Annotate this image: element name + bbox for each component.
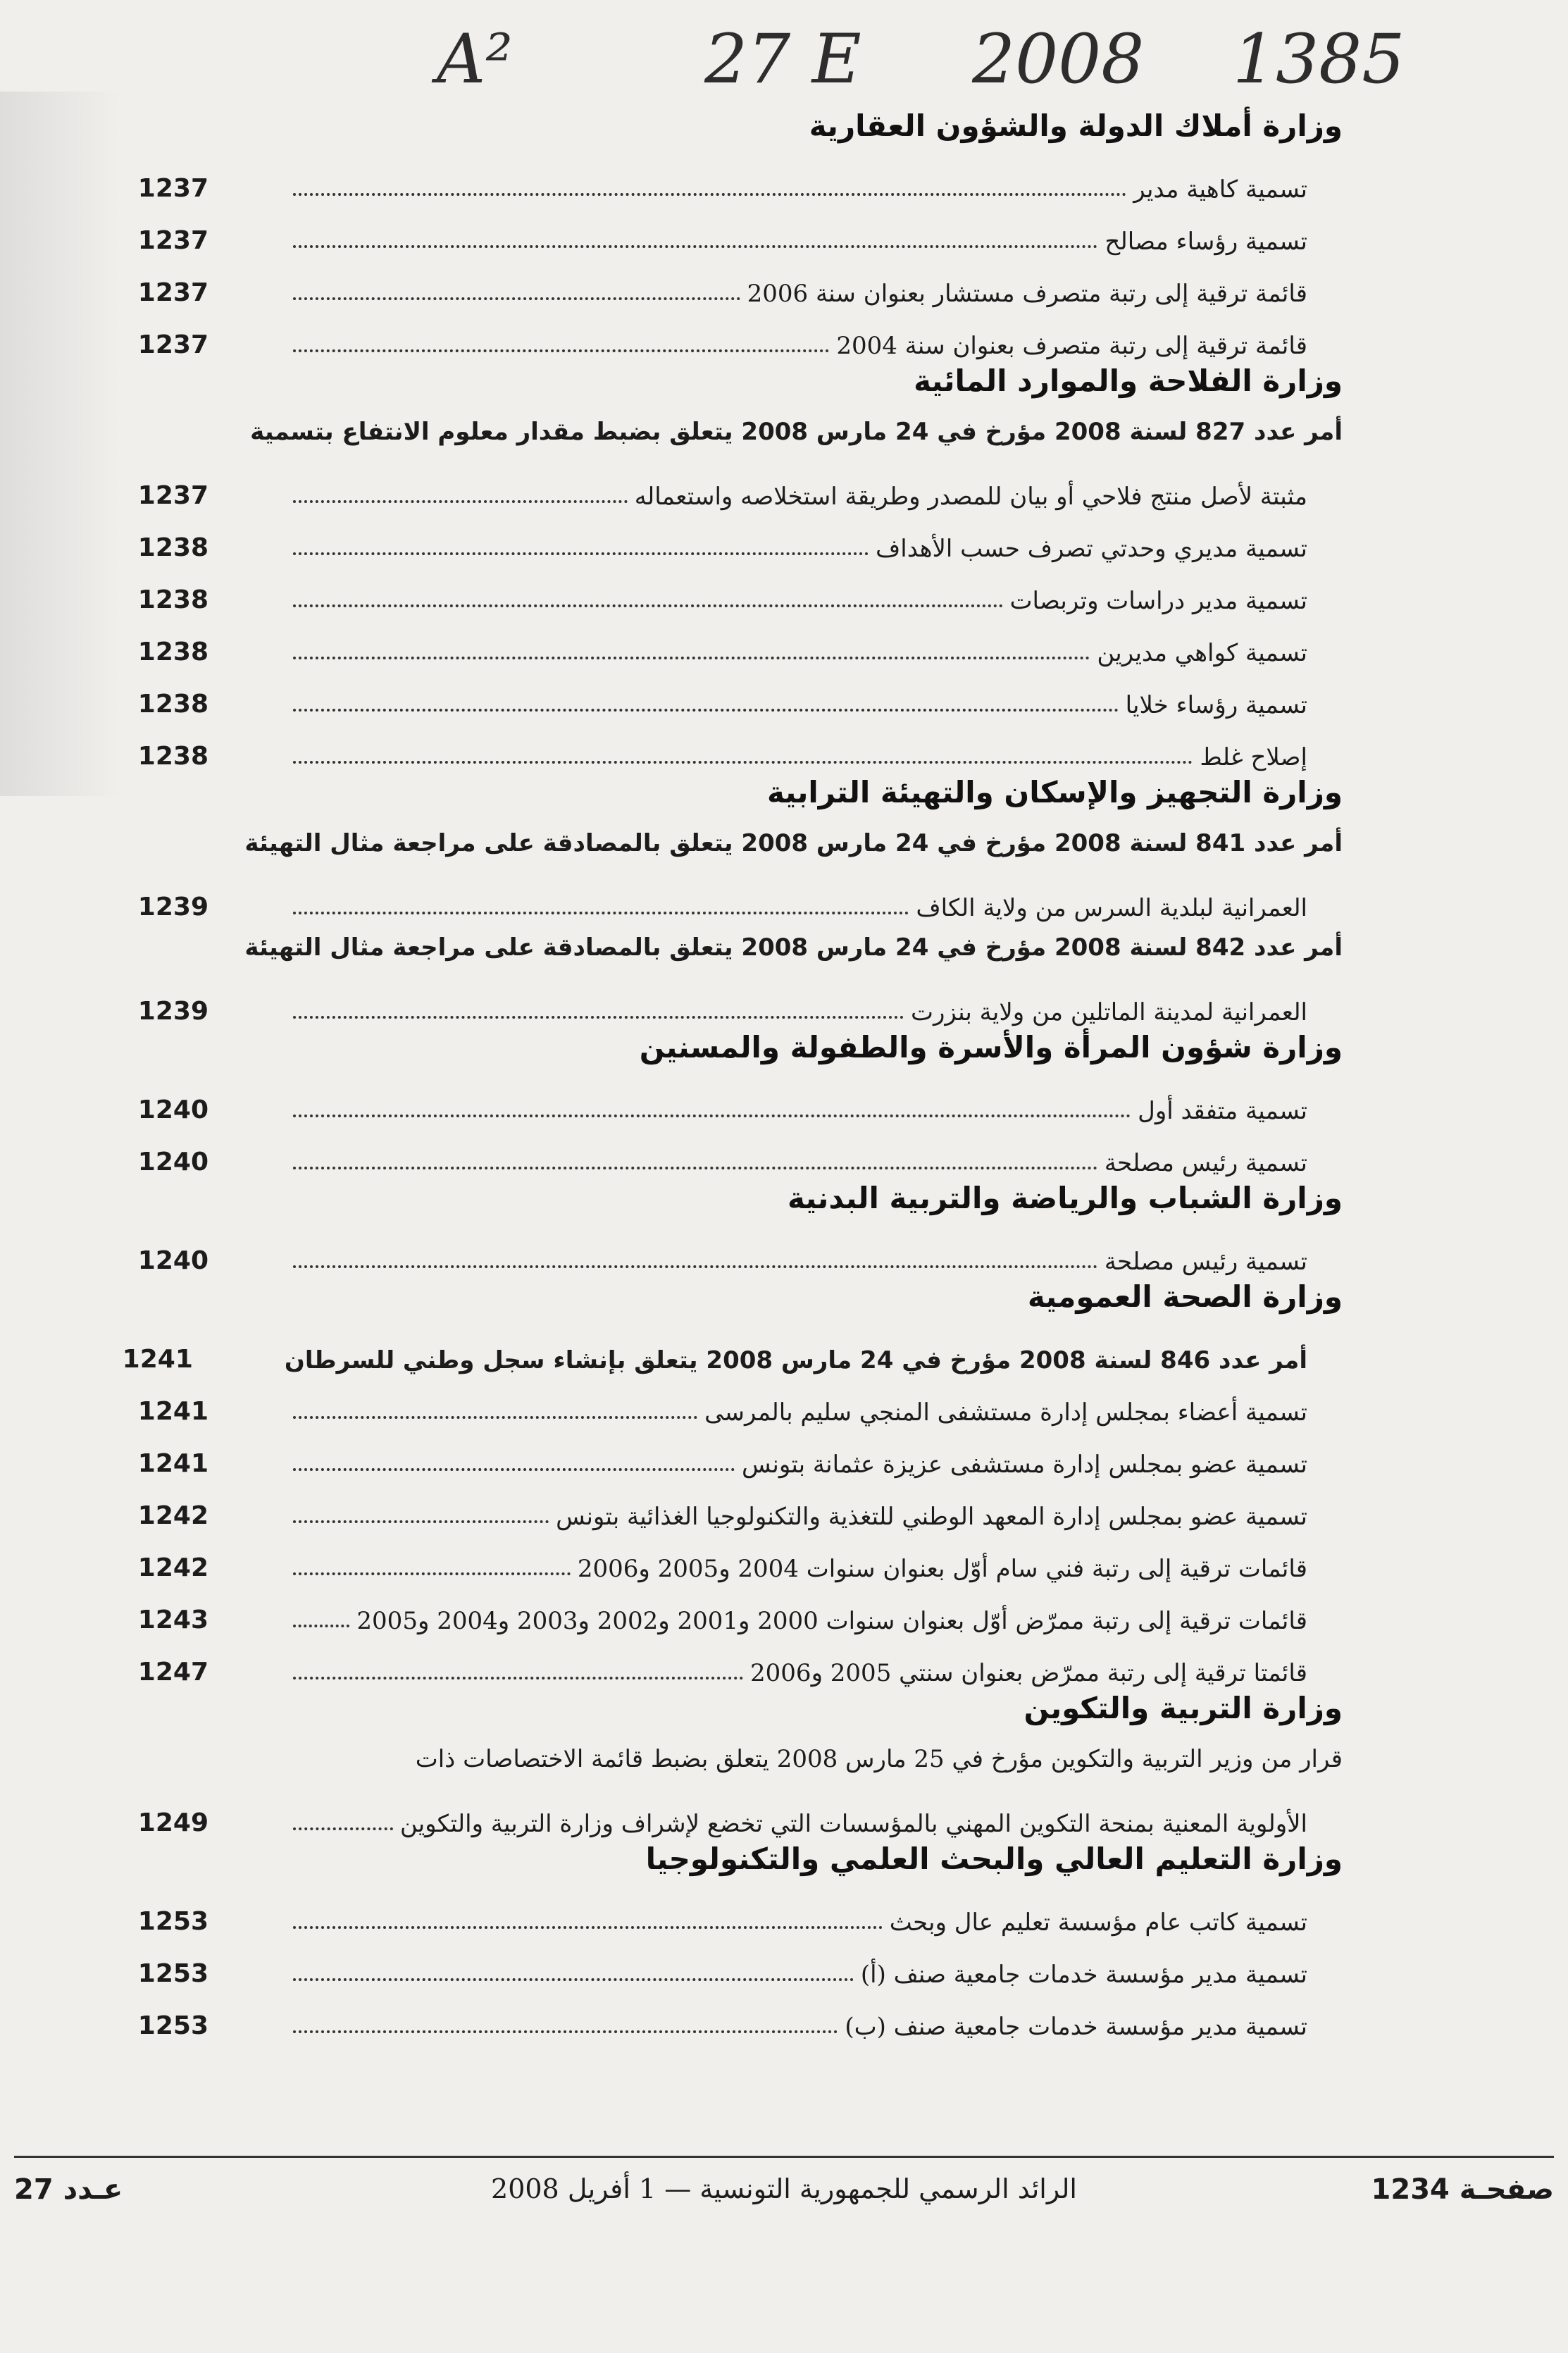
handwritten-number: 1385 (1233, 20, 1405, 99)
entry-page: 1237 (137, 481, 209, 511)
entry-page: 1253 (137, 1959, 209, 1989)
footer-issue-number: عـدد 27 (14, 2173, 123, 2206)
entry-page: 1242 (137, 1501, 209, 1531)
entry-text: تسمية رؤساء مصالح (1105, 227, 1307, 256)
leader-dots (293, 1265, 1097, 1268)
section-title: وزارة التربية والتكوين (1023, 1691, 1343, 1725)
entry-page: 1241 (137, 1397, 209, 1427)
handwritten-year: 2008 (972, 20, 1145, 99)
leader-dots (293, 1166, 1097, 1169)
entry-text: تسمية رؤساء خلايا (1125, 690, 1307, 719)
entry-page: 1240 (137, 1148, 209, 1177)
leader-dots (293, 1978, 854, 1981)
leader-dots (293, 552, 869, 555)
toc-entry[interactable] (137, 562, 1343, 615)
decree-heading: قرار من وزير التربية والتكوين مؤرخ في 25 مارس 2008 يتعلق بضبط قائمة الاختصاصات ذات (415, 1745, 1343, 1773)
toc-entry[interactable] (137, 1634, 1343, 1687)
entry-text: تسمية عضو بمجلس إدارة المعهد الوطني للتغذية والتكنولوجيا الغذائية بتونس (556, 1502, 1307, 1531)
entry-page: 1237 (137, 174, 209, 204)
entry-text: تسمية متفقد أول (1138, 1096, 1307, 1125)
toc-entry[interactable] (137, 1884, 1343, 1937)
entry-text: قائمة ترقية إلى رتبة متصرف مستشار بعنوان سنة 2006 (747, 279, 1307, 308)
entry-page: 1253 (137, 2011, 209, 2041)
footer-journal-title: الرائد الرسمي للجمهورية التونسية — 1 أفريل 2008 (491, 2173, 1077, 2204)
leader-dots (293, 1624, 349, 1627)
entry-page: 1238 (137, 585, 209, 615)
entry-page: 1241 (122, 1345, 193, 1374)
footer-page-number: صفحـة 1234 (1371, 2173, 1554, 2206)
leader-dots (293, 1467, 735, 1471)
leader-dots (293, 1114, 1131, 1117)
leader-dots (293, 760, 1193, 764)
toc-entry[interactable] (137, 255, 1343, 308)
leader-dots (293, 1676, 743, 1680)
leader-dots (293, 1572, 571, 1575)
toc-entry[interactable] (137, 1530, 1343, 1583)
toc-entry[interactable] (137, 1785, 1343, 1838)
leader-dots (293, 192, 1126, 196)
section-title: وزارة التعليم العالي والبحث العلمي والتكنولوجيا (645, 1842, 1343, 1876)
entry-text: تسمية عضو بمجلس إدارة مستشفى عزيزة عثمانة بتونس (742, 1450, 1307, 1479)
entry-text: العمرانية لبلدية السرس من ولاية الكاف (916, 893, 1307, 922)
entry-page: 1238 (137, 690, 209, 719)
entry-page: 1237 (137, 226, 209, 256)
page-footer (14, 2156, 1554, 2214)
entry-page: 1253 (137, 1907, 209, 1937)
leader-dots (293, 911, 909, 914)
entry-text: تسمية مدير مؤسسة خدمات جامعية صنف (أ) (860, 1960, 1307, 1989)
entry-page: 1243 (137, 1606, 209, 1635)
leader-dots (293, 499, 628, 503)
entry-text: تسمية مدير مؤسسة خدمات جامعية صنف (ب) (845, 2012, 1307, 2041)
entry-text: قائمات ترقية إلى رتبة ممرّض أوّل بعنوان سنوات 2000 و2001 و2002 و2003 و2004 و2005 (356, 1606, 1307, 1635)
entry-text: تسمية أعضاء بمجلس إدارة مستشفى المنجي سليم بالمرسى (704, 1398, 1307, 1427)
leader-dots (293, 708, 1119, 712)
toc-entry[interactable] (137, 1936, 1343, 1989)
section-title: وزارة شؤون المرأة والأسرة والطفولة والمسنين (639, 1030, 1343, 1064)
entry-page: 1238 (137, 742, 209, 771)
leader-dots (293, 1925, 883, 1929)
toc-entry[interactable] (137, 1426, 1343, 1479)
toc-entry[interactable] (137, 203, 1343, 256)
entry-page: 1239 (137, 893, 209, 922)
entry-page: 1237 (137, 278, 209, 308)
entry-page: 1241 (137, 1449, 209, 1479)
entry-text: تسمية رئيس مصلحة (1104, 1247, 1307, 1276)
entry-page: 1240 (137, 1246, 209, 1276)
leader-dots (293, 1520, 549, 1523)
section-title: وزارة الشباب والرياضة والتربية البدنية (787, 1181, 1343, 1215)
entry-text: الأولوية المعنية بمنحة التكوين المهني بالمؤسسات التي تخضع لإشراف وزارة التربية والتكوين (399, 1809, 1307, 1838)
entry-page: 1237 (137, 330, 209, 360)
entry-page: 1249 (137, 1808, 209, 1838)
toc-entry[interactable] (137, 458, 1343, 511)
entry-page: 1238 (137, 533, 209, 563)
entry-page: 1239 (137, 997, 209, 1026)
handwritten-issue: 27 E (704, 20, 861, 99)
section-title: وزارة أملاك الدولة والشؤون العقارية (809, 108, 1343, 143)
leader-dots (293, 1415, 697, 1419)
toc-entry[interactable] (137, 1988, 1343, 2041)
toc-entry[interactable] (137, 1374, 1343, 1427)
section-title: وزارة التجهيز والإسكان والتهيئة الترابية (767, 775, 1343, 809)
toc-entry[interactable] (137, 974, 1343, 1026)
leader-dots (293, 2030, 838, 2033)
toc-entry[interactable] (137, 307, 1343, 360)
toc-entry[interactable] (137, 666, 1343, 719)
handwritten-mark: A² (437, 20, 513, 99)
entry-text: تسمية كاهية مدير (1133, 175, 1307, 204)
toc-entry[interactable] (137, 1478, 1343, 1531)
section-title: وزارة الصحة العمومية (1027, 1279, 1343, 1314)
entry-page: 1240 (137, 1095, 209, 1125)
toc-entry[interactable] (137, 1223, 1343, 1276)
toc-entry[interactable] (137, 719, 1343, 771)
leader-dots (293, 244, 1097, 248)
toc-entry[interactable] (122, 1322, 1343, 1374)
section-title: وزارة الفلاحة والموارد المائية (914, 364, 1343, 398)
toc-entry[interactable] (137, 151, 1343, 204)
entry-text: إصلاح غلط (1200, 743, 1307, 771)
leader-dots (293, 297, 740, 300)
toc-entry[interactable] (137, 1582, 1343, 1635)
table-of-contents (122, 104, 1343, 2041)
decree-heading: أمر عدد 842 لسنة 2008 مؤرخ في 24 مارس 2008 يتعلق بالمصادقة على مراجعة مثال التهيئة (244, 933, 1343, 962)
toc-entry[interactable] (137, 1072, 1343, 1125)
entry-text: العمرانية لمدينة الماتلين من ولاية بنزرت (910, 998, 1307, 1026)
entry-text: أمر عدد 846 لسنة 2008 مؤرخ في 24 مارس 2008 يتعلق بإنشاء سجل وطني للسرطان (284, 1346, 1307, 1374)
page-bleed-shadow (0, 92, 120, 796)
toc-entry[interactable] (137, 1124, 1343, 1177)
leader-dots (293, 656, 1090, 659)
entry-text: تسمية مدير دراسات وتربصات (1009, 586, 1307, 615)
decree-heading: أمر عدد 841 لسنة 2008 مؤرخ في 24 مارس 2008 يتعلق بالمصادقة على مراجعة مثال التهيئة (244, 829, 1343, 857)
entry-text: تسمية رئيس مصلحة (1104, 1148, 1307, 1177)
entry-page: 1238 (137, 638, 209, 667)
entry-text: تسمية كواهي مديرين (1097, 638, 1307, 667)
entry-page: 1242 (137, 1553, 209, 1583)
entry-text: قائمتا ترقية إلى رتبة ممرّض بعنوان سنتي 2005 و2006 (750, 1658, 1307, 1687)
entry-text: مثبتة لأصل منتج فلاحي أو بيان للمصدر وطريقة استخلاصه واستعماله (634, 482, 1307, 511)
leader-dots (293, 1015, 904, 1019)
toc-entry[interactable] (137, 614, 1343, 667)
entry-page: 1247 (137, 1658, 209, 1687)
entry-text: قائمات ترقية إلى رتبة فني سام أوّل بعنوان سنوات 2004 و2005 و2006 (577, 1554, 1307, 1583)
toc-entry[interactable] (137, 510, 1343, 563)
entry-text: تسمية مديري وحدتي تصرف حسب الأهداف (876, 534, 1307, 563)
leader-dots (293, 604, 1003, 607)
entry-text: تسمية كاتب عام مؤسسة تعليم عال وبحث (889, 1908, 1307, 1937)
leader-dots (293, 349, 829, 352)
decree-heading: أمر عدد 827 لسنة 2008 مؤرخ في 24 مارس 2008 يتعلق بضبط مقدار معلوم الانتفاع بتسمية (250, 418, 1343, 446)
handwritten-annotation (437, 20, 1423, 104)
leader-dots (293, 1827, 393, 1830)
toc-entry[interactable] (137, 869, 1343, 922)
entry-text: قائمة ترقية إلى رتبة متصرف بعنوان سنة 2004 (836, 331, 1307, 360)
